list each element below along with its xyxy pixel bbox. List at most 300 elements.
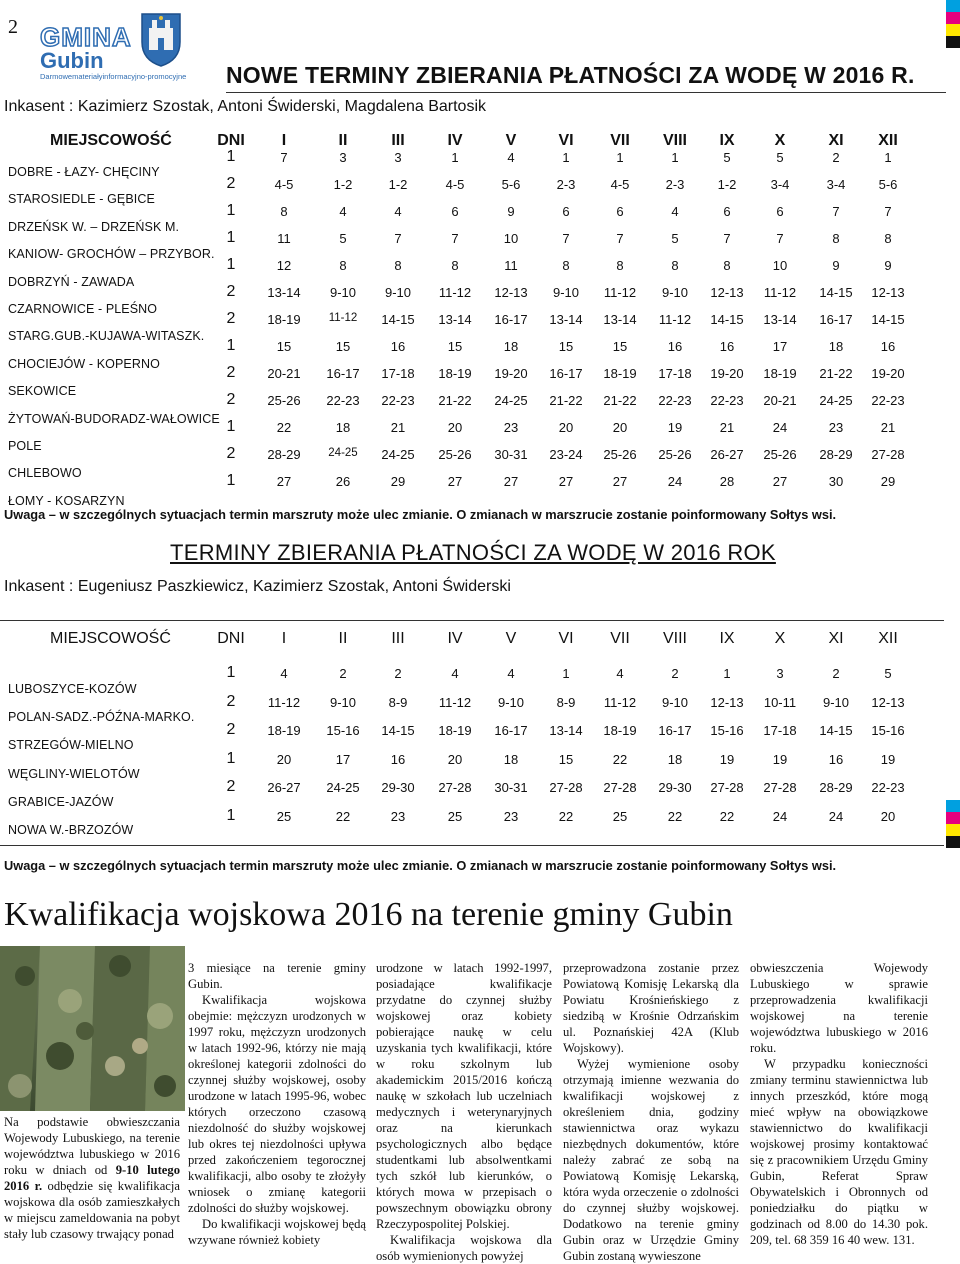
schedule-cell: 21 — [719, 420, 735, 435]
caption-text-a: Na podstawie obwieszczania Wojewody Lubuskiego, na terenie województwa lubuskiego w 2016 roku w dniach od — [4, 1115, 180, 1177]
schedule-cell: 4 — [507, 666, 515, 681]
inkasent-line-1: Inkasent : Kazimierz Szostak, Antoni Świderski, Magdalena Bartosik — [4, 98, 486, 115]
location-label: WĘGLINY-WIELOTÓW — [8, 766, 140, 781]
schedule-cell: 13-14 — [438, 312, 472, 327]
schedule-cell: 25 — [276, 808, 292, 824]
location-label: CHLEBOWO — [8, 466, 82, 481]
schedule-cell: 22-23 — [326, 393, 360, 408]
schedule-cell: 16 — [880, 339, 896, 354]
schedule-cell: 28-29 — [267, 447, 301, 462]
schedule-cell: 22 — [276, 420, 292, 435]
schedule-cell: 24-25 — [326, 780, 360, 795]
header-month: VI — [558, 630, 574, 647]
schedule-cell: 15 — [558, 339, 574, 354]
schedule-cell: 9-10 — [497, 694, 525, 710]
schedule-cell: 27 — [276, 474, 292, 489]
schedule-cell: 9-10 — [822, 694, 850, 710]
header-month: XII — [878, 132, 898, 149]
schedule-cell: 11-12 — [438, 285, 472, 300]
schedule-cell: 3 — [776, 666, 784, 681]
schedule-cell: 7 — [616, 231, 624, 246]
schedule-cell: 29-30 — [658, 780, 692, 795]
header-month: III — [391, 630, 405, 647]
schedule-cell: 20 — [612, 420, 628, 435]
schedule-cell: 7 — [451, 231, 459, 246]
schedule-cell: 20 — [880, 808, 896, 824]
schedule-cell: 1 — [562, 666, 570, 681]
article-column-3 — [563, 960, 739, 1264]
schedule-cell: 16-17 — [326, 366, 360, 381]
schedule-cell: 18-19 — [438, 723, 472, 738]
location-label: POLE — [8, 439, 42, 453]
schedule-cell: 24 — [667, 474, 683, 489]
col2-paragraph-2: Kwalifikacja wojskowa dla osób wymienionych powyżej — [376, 1233, 552, 1263]
schedule-cell: 15 — [276, 339, 292, 354]
logo-gubin-text: Gubin — [40, 48, 104, 73]
article-column-2 — [376, 960, 552, 1264]
table-2-note: Uwaga – w szczególnych sytuacjach termin marszruty może ulec zmianie. O zmianach w marszrucie zostanie poinformowany Sołtys wsi. — [4, 858, 837, 873]
article-title: Kwalifikacja wojskowa 2016 na terenie gminy Gubin — [4, 896, 733, 933]
schedule-cell: 8 — [280, 204, 288, 219]
schedule-cell: 17-18 — [658, 366, 692, 381]
schedule-cell: 21 — [880, 420, 896, 435]
schedule-cell: 12-13 — [871, 694, 905, 710]
schedule-cell: 10-11 — [763, 694, 797, 710]
page-title: NOWE TERMINY ZBIERANIA PŁATNOŚCI ZA WODĘ W 2016 R. — [226, 62, 915, 88]
schedule-cell: 18-19 — [267, 312, 301, 327]
schedule-cell: 17 — [335, 751, 351, 767]
schedule-cell: 27 — [558, 474, 574, 489]
schedule-cell: 3 — [339, 150, 347, 165]
schedule-cell: 2 — [832, 150, 840, 165]
schedule-cell: 27-28 — [710, 780, 744, 795]
schedule-cell: 5 — [671, 231, 679, 246]
schedule-cell: 5 — [884, 666, 892, 681]
schedule-cell: 11 — [504, 258, 518, 273]
schedule-cell: 6 — [616, 204, 624, 219]
header-location: MIEJSCOWOŚĆ — [50, 630, 171, 647]
location-label: KANIOW- GROCHÓW – PRZYBOR. — [8, 247, 215, 262]
header-month: XI — [828, 132, 844, 149]
schedule-cell: 8 — [671, 258, 679, 273]
title-underline — [226, 92, 946, 93]
row-day-count: 2 — [226, 391, 236, 408]
schedule-cell: 13-14 — [763, 312, 797, 327]
header-days: DNI — [217, 132, 245, 149]
schedule-cell: 8-9 — [556, 694, 576, 710]
schedule-cell: 7 — [280, 150, 288, 165]
row-day-count: 1 — [226, 418, 236, 435]
schedule-cell: 13-14 — [267, 285, 301, 300]
location-label: STARG.GUB.-KUJAWA-WITASZK. — [8, 329, 205, 344]
schedule-cell: 23 — [390, 808, 406, 824]
schedule-cell: 22 — [719, 808, 735, 824]
schedule-cell: 27 — [612, 474, 628, 489]
schedule-cell: 1 — [562, 150, 570, 165]
schedule-cell: 12 — [276, 258, 292, 273]
header-location: MIEJSCOWOŚĆ — [50, 132, 172, 149]
location-label: SEKOWICE — [8, 384, 77, 399]
schedule-cell: 28-29 — [819, 447, 853, 462]
schedule-cell: 1 — [451, 150, 459, 165]
header-month: I — [281, 630, 287, 647]
schedule-cell: 24 — [772, 420, 788, 435]
col3-paragraph-1: przeprowadzona zostanie przez Powiatową Komisję Lekarską dla Powiatu Krośnieńskiego z siedzibą w Krośnie Odrzańskim ul. Poznańskiej 42A (Klub Wojskowy). — [563, 961, 739, 1055]
header-month: IV — [447, 630, 463, 647]
schedule-cell: 19-20 — [494, 366, 528, 381]
schedule-cell: 18-19 — [763, 366, 797, 381]
schedule-cell: 26-27 — [267, 780, 301, 795]
schedule-cell: 4 — [616, 666, 624, 681]
schedule-cell: 25-26 — [438, 447, 472, 462]
schedule-cell: 1 — [671, 150, 679, 165]
schedule-cell: 15 — [335, 339, 351, 354]
schedule-cell: 1-2 — [388, 177, 408, 192]
row-day-count: 1 — [226, 256, 236, 273]
schedule-cell: 25-26 — [763, 447, 797, 462]
schedule-cell: 7 — [394, 231, 402, 246]
schedule-cell: 14-15 — [819, 723, 853, 738]
schedule-cell: 15-16 — [710, 723, 744, 738]
cmyk-marks-bottom — [946, 800, 960, 848]
schedule-cell: 6 — [562, 204, 570, 219]
schedule-cell: 21-22 — [819, 366, 853, 381]
schedule-cell: 18-19 — [438, 366, 472, 381]
row-day-count: 1 — [226, 664, 236, 681]
schedule-cell: 13-14 — [549, 312, 583, 327]
schedule-cell: 3-4 — [770, 177, 790, 192]
schedule-cell: 19 — [880, 751, 896, 767]
schedule-cell: 14-15 — [819, 285, 853, 300]
schedule-cell: 24-25 — [328, 447, 358, 459]
row-day-count: 2 — [226, 364, 236, 381]
schedule-cell: 14-15 — [871, 312, 905, 327]
schedule-cell: 5 — [723, 150, 731, 165]
schedule-cell: 2 — [832, 666, 840, 681]
schedule-cell: 20 — [447, 420, 463, 435]
schedule-cell: 8 — [884, 231, 892, 246]
header-month: X — [774, 132, 786, 149]
schedule-cell: 7 — [562, 231, 570, 246]
schedule-cell: 27-28 — [603, 780, 637, 795]
soldiers-photo — [0, 946, 185, 1111]
schedule-cell: 5 — [339, 231, 347, 246]
schedule-cell: 6 — [451, 204, 459, 219]
header-month: IX — [719, 132, 735, 149]
schedule-cell: 8 — [451, 258, 459, 273]
table-1-note: Uwaga – w szczególnych sytuacjach termin marszruty może ulec zmianie. O zmianach w marszrucie zostanie poinformowany Sołtys wsi. — [4, 507, 837, 522]
schedule-cell: 20 — [558, 420, 574, 435]
schedule-cell: 22-23 — [710, 393, 744, 408]
header-month: IV — [447, 132, 463, 149]
schedule-cell: 21-22 — [603, 393, 637, 408]
schedule-cell: 16-17 — [549, 366, 583, 381]
schedule-cell: 9-10 — [329, 694, 357, 710]
schedule-cell: 4 — [507, 150, 515, 165]
schedule-cell: 27-28 — [438, 780, 472, 795]
page-number: 2 — [8, 16, 18, 38]
schedule-cell: 19 — [719, 751, 735, 767]
article-column-1 — [188, 960, 366, 1248]
header-month: I — [281, 132, 287, 149]
schedule-cell: 19-20 — [871, 366, 905, 381]
row-day-count: 2 — [226, 175, 236, 192]
schedule-cell: 24 — [772, 808, 788, 824]
schedule-cell: 21-22 — [438, 393, 472, 408]
schedule-cell: 12-13 — [710, 694, 744, 710]
schedule-cell: 4 — [394, 204, 402, 219]
caption-text-b: odbędzie się kwalifikacja wojskowa dla osób zamieszkałych w miejscu zameldowania na pobyt stały lub czasowy trwający ponad — [4, 1179, 180, 1241]
schedule-cell: 5-6 — [501, 177, 521, 192]
schedule-cell: 2 — [671, 666, 679, 681]
schedule-cell: 12-13 — [871, 285, 905, 300]
schedule-cell: 11-12 — [603, 285, 637, 300]
schedule-cell: 30-31 — [494, 780, 528, 795]
schedule-cell: 5-6 — [878, 177, 898, 192]
schedule-cell: 11-12 — [763, 285, 797, 300]
photo-caption — [4, 1114, 180, 1242]
schedule-cell: 18 — [503, 339, 519, 354]
schedule-cell: 16 — [667, 339, 683, 354]
schedule-cell: 9-10 — [661, 285, 689, 300]
schedule-cell: 17-18 — [763, 723, 797, 738]
schedule-cell: 18 — [503, 751, 519, 767]
schedule-cell: 9 — [507, 204, 515, 219]
schedule-cell: 20 — [276, 751, 292, 767]
schedule-cell: 7 — [776, 231, 784, 246]
schedule-cell: 11-12 — [658, 312, 692, 327]
article-column-4 — [750, 960, 928, 1248]
schedule-cell: 11 — [277, 231, 291, 246]
schedule-cell: 4-5 — [445, 177, 465, 192]
schedule-cell: 21-22 — [549, 393, 583, 408]
header-month: VI — [558, 132, 574, 149]
schedule-cell: 24-25 — [494, 393, 528, 408]
row-day-count: 2 — [226, 445, 236, 462]
header-month: VII — [610, 132, 630, 149]
schedule-cell: 2-3 — [665, 177, 685, 192]
header-days: DNI — [217, 630, 245, 647]
logo-tagline: Darmowemateriałyinformacyjno-promocyjne — [40, 72, 187, 81]
schedule-cell: 4-5 — [610, 177, 630, 192]
header-month: XII — [878, 630, 898, 647]
schedule-cell: 15 — [558, 751, 574, 767]
schedule-cell: 9-10 — [329, 285, 357, 300]
schedule-cell: 18 — [667, 751, 683, 767]
schedule-cell: 24 — [828, 808, 844, 824]
location-label: GRABICE-JAZÓW — [8, 794, 114, 809]
location-label: ŁOMY - KOSARZYN — [8, 493, 125, 508]
schedule-cell: 20-21 — [763, 393, 797, 408]
schedule-cell: 16-17 — [494, 312, 528, 327]
schedule-cell: 19 — [667, 420, 683, 435]
schedule-cell: 6 — [723, 204, 731, 219]
schedule-cell: 20 — [447, 751, 463, 767]
schedule-cell: 8 — [394, 258, 402, 273]
schedule-cell: 7 — [832, 204, 840, 219]
schedule-cell: 16 — [390, 751, 406, 767]
col1-paragraph-2: Kwalifikacja wojskowa obejmie: mężczyzn urodzonych w 1997 roku, mężczyzn urodzonych w latach 1992-96, którzy nie mają określonej kategorii zdolności do czynnej służby wojskowej, osoby urodzone w latach 1995-96, wobec których orzeczono czasową niezdolność do służby wojskowej lub okres tej niezdolności upływa przed zakończeniem tegorocznej kwalifikacji, albo osoby te złożyły wniosek o zmianę kategorii zdolności do służby wojskowej. — [188, 993, 366, 1215]
schedule-cell: 14-15 — [381, 312, 415, 327]
section-2-title: TERMINY ZBIERANIA PŁATNOŚCI ZA WODĘ W 2016 ROK — [170, 540, 776, 565]
location-label: NOWA W.-BRZOZÓW — [8, 823, 134, 837]
schedule-cell: 18 — [828, 339, 844, 354]
table-2-bottom-rule — [0, 845, 944, 846]
schedule-cell: 24-25 — [381, 447, 415, 462]
schedule-cell: 26 — [335, 474, 351, 489]
schedule-cell: 15-16 — [326, 723, 360, 738]
row-day-count: 2 — [226, 778, 236, 795]
header-month: V — [505, 132, 517, 149]
col3-paragraph-2: Wyżej wymienione osoby otrzymają imienne wezwania do kwalifikacji wojskowej z określeniem dnia, godziny stawiennictwa oraz wykazu niezbędnych dokumentów, które należy zabrać ze sobą na Powiatową Komisję Lekarską, która wyda orzeczenie o zdolności do czynnej służby wojskowej. Dodatkowo na terenie gminy Gubin oraz w Urzędzie Gminy Gubin zostaną wywieszone — [563, 1057, 739, 1263]
row-day-count: 2 — [226, 692, 236, 710]
schedule-cell: 27-28 — [549, 780, 583, 795]
inkasent-line-2: Inkasent : Eugeniusz Paszkiewicz, Kazimierz Szostak, Antoni Świderski — [4, 578, 511, 595]
schedule-cell: 29-30 — [381, 780, 415, 795]
col1-paragraph-3: Do kwalifikacji wojskowej będą wzywane również kobiety — [188, 1217, 366, 1247]
schedule-cell: 25-26 — [603, 447, 637, 462]
schedule-cell: 16-17 — [658, 723, 692, 738]
row-day-count: 2 — [226, 310, 236, 327]
header-month: II — [338, 132, 348, 149]
header-month: VIII — [662, 132, 687, 149]
schedule-cell: 22 — [667, 808, 683, 824]
schedule-cell: 7 — [884, 204, 892, 219]
location-label: CHOCIEJÓW - KOPERNO — [8, 356, 160, 371]
schedule-cell: 8 — [832, 231, 840, 246]
schedule-cell: 4-5 — [274, 177, 294, 192]
col4-paragraph-2: W przypadku konieczności zmiany terminu stawiennictwa lub innych przeszkód, które mogą mieć wpływ na obowiązkowe stawiennictwo do kwalifikacji wojskowej prosimy kontaktować się z pracownikiem Urzędu Gminy Gubin, Referat Spraw Obywatelskich i Obronnych od poniedziałku do piątku w godzinach od 8.00 do 14.30 pok. 209, tel. 68 359 16 40 wew. 131. — [750, 1057, 928, 1247]
schedule-cell: 4 — [671, 204, 679, 219]
schedule-cell: 15 — [612, 339, 628, 354]
schedule-cell: 24-25 — [819, 393, 853, 408]
location-label: POLAN-SADZ.-PÓŹNA-MARKO. — [8, 710, 195, 725]
schedule-cell: 4 — [280, 666, 288, 681]
schedule-cell: 16-17 — [494, 723, 528, 738]
table-2-top-rule — [0, 620, 944, 621]
schedule-cell: 18-19 — [603, 366, 637, 381]
row-day-count: 2 — [226, 283, 236, 300]
schedule-cell: 22-23 — [658, 393, 692, 408]
location-label: ŻYTOWAŃ-BUDORADZ-WAŁOWICE — [8, 411, 220, 426]
schedule-cell: 22 — [335, 808, 351, 824]
schedule-cell: 19 — [772, 751, 788, 767]
schedule-cell: 18 — [335, 420, 351, 435]
schedule-cell: 23 — [503, 420, 519, 435]
schedule-cell: 9-10 — [661, 694, 689, 710]
schedule-cell: 21 — [390, 420, 406, 435]
schedule-cell: 4 — [339, 204, 347, 219]
schedule-cell: 11-12 — [328, 312, 358, 324]
schedule-cell: 25-26 — [658, 447, 692, 462]
schedule-cell: 2 — [394, 666, 402, 681]
schedule-cell: 7 — [723, 231, 731, 246]
caption-date: 9-10 lutego 2016 r. — [4, 1163, 180, 1193]
schedule-cell: 17 — [772, 339, 788, 354]
row-day-count: 1 — [226, 229, 236, 246]
col2-paragraph-1: urodzone w latach 1992-1997, posiadające kwalifikacje przydatne do czynnej służby wojskowej oraz kobiety pobierające naukę w celu uzyskania tych kwalifikacji, które w roku szkolnym lub akademickim 2015/2016 kończą naukę w szkołach lub uczelniach medycznych i weterynaryjnych oraz na kierunkach psychologicznych albo będące studentkami lub absolwentkami tych szkół lub kierunków, o których mowa w przepisach o powszechnym obowiązku obrony Rzeczypospolitej Polskiej. — [376, 961, 552, 1231]
col4-paragraph-1: obwieszczenia Wojewody Lubuskiego w sprawie przeprowadzenia kwalifikacji wojskowej na terenie województwa lubuskiego w 2016 roku. — [750, 961, 928, 1055]
schedule-cell: 8 — [616, 258, 624, 273]
header-month: III — [391, 132, 405, 149]
schedule-cell: 13-14 — [549, 723, 583, 738]
schedule-cell: 5 — [776, 150, 784, 165]
schedule-cell: 22 — [558, 808, 574, 824]
schedule-cell: 9-10 — [384, 285, 412, 300]
schedule-cell: 4 — [451, 666, 459, 681]
schedule-cell: 16 — [828, 751, 844, 767]
schedule-cell: 1 — [723, 666, 731, 681]
schedule-cell: 20-21 — [267, 366, 301, 381]
schedule-cell: 12-13 — [710, 285, 744, 300]
schedule-cell: 26-27 — [710, 447, 744, 462]
schedule-cell: 14-15 — [710, 312, 744, 327]
cmyk-marks-top — [946, 0, 960, 48]
schedule-cell: 9 — [832, 258, 840, 273]
schedule-cell: 16 — [390, 339, 406, 354]
schedule-cell: 11-12 — [438, 694, 472, 710]
schedule-cell: 15-16 — [871, 723, 905, 738]
schedule-cell: 27 — [772, 474, 788, 489]
location-label: DOBRZYŃ - ZAWADA — [8, 274, 135, 289]
schedule-cell: 27 — [447, 474, 463, 489]
schedule-cell: 27-28 — [871, 447, 905, 462]
schedule-cell: 11-12 — [603, 694, 637, 710]
schedule-cell: 1 — [884, 150, 892, 165]
row-day-count: 2 — [226, 721, 236, 738]
schedule-cell: 3 — [394, 150, 402, 165]
schedule-cell: 25 — [447, 808, 463, 824]
schedule-cell: 18-19 — [603, 723, 637, 738]
row-day-count: 1 — [226, 148, 236, 165]
schedule-cell: 2-3 — [556, 177, 576, 192]
schedule-cell: 12-13 — [494, 285, 528, 300]
schedule-cell: 30-31 — [494, 447, 528, 462]
schedule-cell: 9 — [884, 258, 892, 273]
schedule-cell: 2 — [339, 666, 347, 681]
coat-of-arms-icon — [140, 10, 182, 68]
schedule-cell: 23 — [828, 420, 844, 435]
schedule-cell: 18-19 — [267, 723, 301, 738]
schedule-cell: 29 — [880, 474, 896, 489]
schedule-cell: 8 — [723, 258, 731, 273]
schedule-cell: 25-26 — [267, 393, 301, 408]
location-label: DOBRE - ŁAZY- CHĘCINY — [8, 165, 160, 179]
row-day-count: 1 — [226, 749, 236, 767]
header-month: VIII — [662, 630, 687, 647]
schedule-cell: 17-18 — [381, 366, 415, 381]
location-label: STAROSIEDLE - GĘBICE — [8, 192, 155, 207]
schedule-cell: 13-14 — [603, 312, 637, 327]
row-day-count: 1 — [226, 337, 236, 354]
schedule-cell: 3-4 — [826, 177, 846, 192]
location-label: LUBOSZYCE-KOZÓW — [8, 682, 137, 696]
schedule-cell: 22-23 — [871, 780, 905, 795]
schedule-cell: 28 — [719, 474, 735, 489]
header-month: II — [338, 630, 348, 647]
schedule-cell: 23-24 — [549, 447, 583, 462]
schedule-cell: 6 — [776, 204, 784, 219]
schedule-cell: 1-2 — [333, 177, 353, 192]
schedule-cell: 27 — [503, 474, 519, 489]
logo-gmina-text: GMINA — [40, 22, 132, 52]
schedule-cell: 19-20 — [710, 366, 744, 381]
header-month: VII — [610, 630, 630, 647]
schedule-cell: 28-29 — [819, 780, 853, 795]
schedule-cell: 14-15 — [381, 723, 415, 738]
schedule-cell: 25 — [612, 808, 628, 824]
schedule-cell: 9-10 — [552, 285, 580, 300]
